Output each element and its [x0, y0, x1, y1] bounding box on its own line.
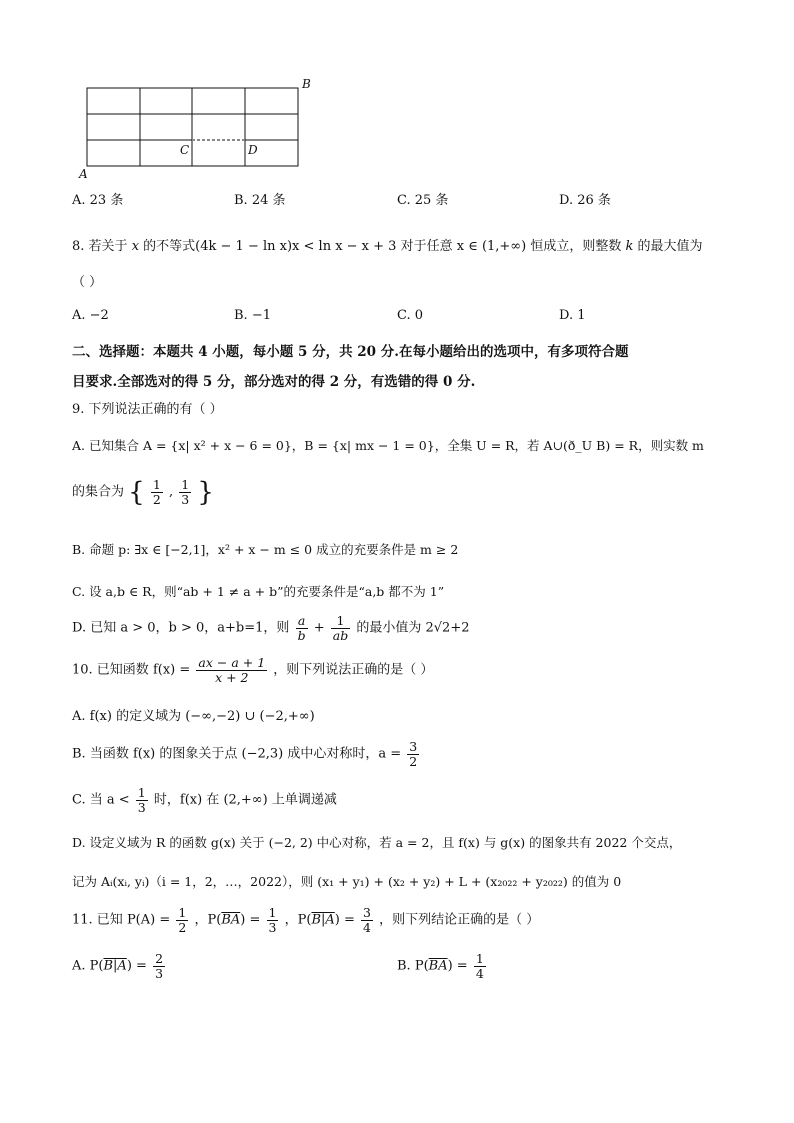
q9-option-a-line1: A. 已知集合 A = {x| x² + x − 6 = 0}，B = {x| mx − 1 = 0}，全集 U = R，若 A∪(ð_U B) = R，则实数 m — [72, 438, 704, 453]
grid-figure — [70, 74, 330, 184]
q10-option-d-line2: 记为 Aᵢ(xᵢ, yᵢ)（i = 1，2，…，2022），则 (x₁ + y₁) + (x₂ + y₂) + L + (x₂₀₂₂ + y₂₀₂₂) 的值为 0 — [72, 874, 622, 889]
q11-stem: 11. 已知 P(A) = $\frac{1}{2}$ ，$P(\overline{BA})$ = $\frac{1}{3}$ ，P(B|A) = $\frac{3}{4}$ ，则下列结论正确的是（ ） — [72, 905, 540, 935]
q9-stem: 9. 下列说法正确的有（ ） — [72, 402, 223, 417]
section2-heading-line2: 目要求.全部选对的得 5 分，部分选对的得 2 分，有选错的得 0 分. — [72, 374, 476, 390]
q11-option-a: A. P(B|A) = $\frac{2}{3}$ — [72, 951, 164, 981]
section2-heading-line1: 二、选择题：本题共 4 小题，每小题 5 分，共 20 分.在每小题给出的选项中，有多项符合题 — [72, 344, 629, 360]
figure-label-d: D — [248, 143, 258, 157]
q8-paren: （ ） — [72, 275, 103, 290]
q8-option-b: B. −1 — [234, 308, 271, 323]
q8-option-a: A. −2 — [72, 308, 109, 323]
q9-option-a-line2: 的集合为 { $\frac{1}{2}$ , $\frac{1}{3}$ } — [72, 477, 214, 508]
q10-option-d-line1: D. 设定义域为 R 的函数 g(x) 关于 (−2, 2) 中心对称，若 a = 2，且 f(x) 与 g(x) 的图象共有 2022 个交点， — [72, 835, 682, 850]
q11-option-b: B. $P(\overline{BA})$ = $\frac{1}{4}$ — [397, 951, 484, 981]
q10-stem: 10. 已知函数 f(x) = $\frac{ax - a + 1}{x + 2}$ ，则下列说法正确的是（ ） — [72, 655, 434, 685]
q8-stem: 8. 若关于 x 的不等式(4k − 1 − ln x)x < ln x − x + 3 对于任意 x ∈ (1,+∞) 恒成立，则整数 k 的最大值为 — [72, 239, 703, 254]
figure-label-a: A — [79, 167, 88, 181]
q10-option-a: A. f(x) 的定义域为 (−∞,−2) ∪ (−2,+∞) — [72, 709, 315, 724]
q8-option-c: C. 0 — [397, 308, 424, 323]
q10-option-c: C. 当 a < $\frac{1}{3}$ 时，f(x) 在 (2,+∞) 上单调递减 — [72, 785, 337, 815]
q9-option-b: B. 命题 p: ∃x ∈ [−2,1]，x² + x − m ≤ 0 成立的充要条件是 m ≥ 2 — [72, 542, 459, 557]
q7-option-a: A. 23 条 — [72, 193, 124, 208]
figure-label-b: B — [302, 77, 311, 91]
q7-option-b: B. 24 条 — [234, 193, 286, 208]
q7-option-d: D. 26 条 — [559, 193, 611, 208]
q7-option-c: C. 25 条 — [397, 193, 449, 208]
q8-option-d: D. 1 — [559, 308, 586, 323]
q9-option-d: D. 已知 a > 0，b > 0，a+b=1，则 $\frac{a}{b}$ + $\frac{1}{ab}$ 的最小值为 2√2+2 — [72, 613, 470, 643]
q10-option-b: B. 当函数 f(x) 的图象关于点 (−2,3) 成中心对称时，a = $\frac{3}{2}$ — [72, 739, 418, 769]
figure-label-c: C — [180, 143, 190, 157]
q9-option-c: C. 设 a,b ∈ R，则“ab + 1 ≠ a + b”的充要条件是“a,b 都不为 1” — [72, 584, 445, 599]
